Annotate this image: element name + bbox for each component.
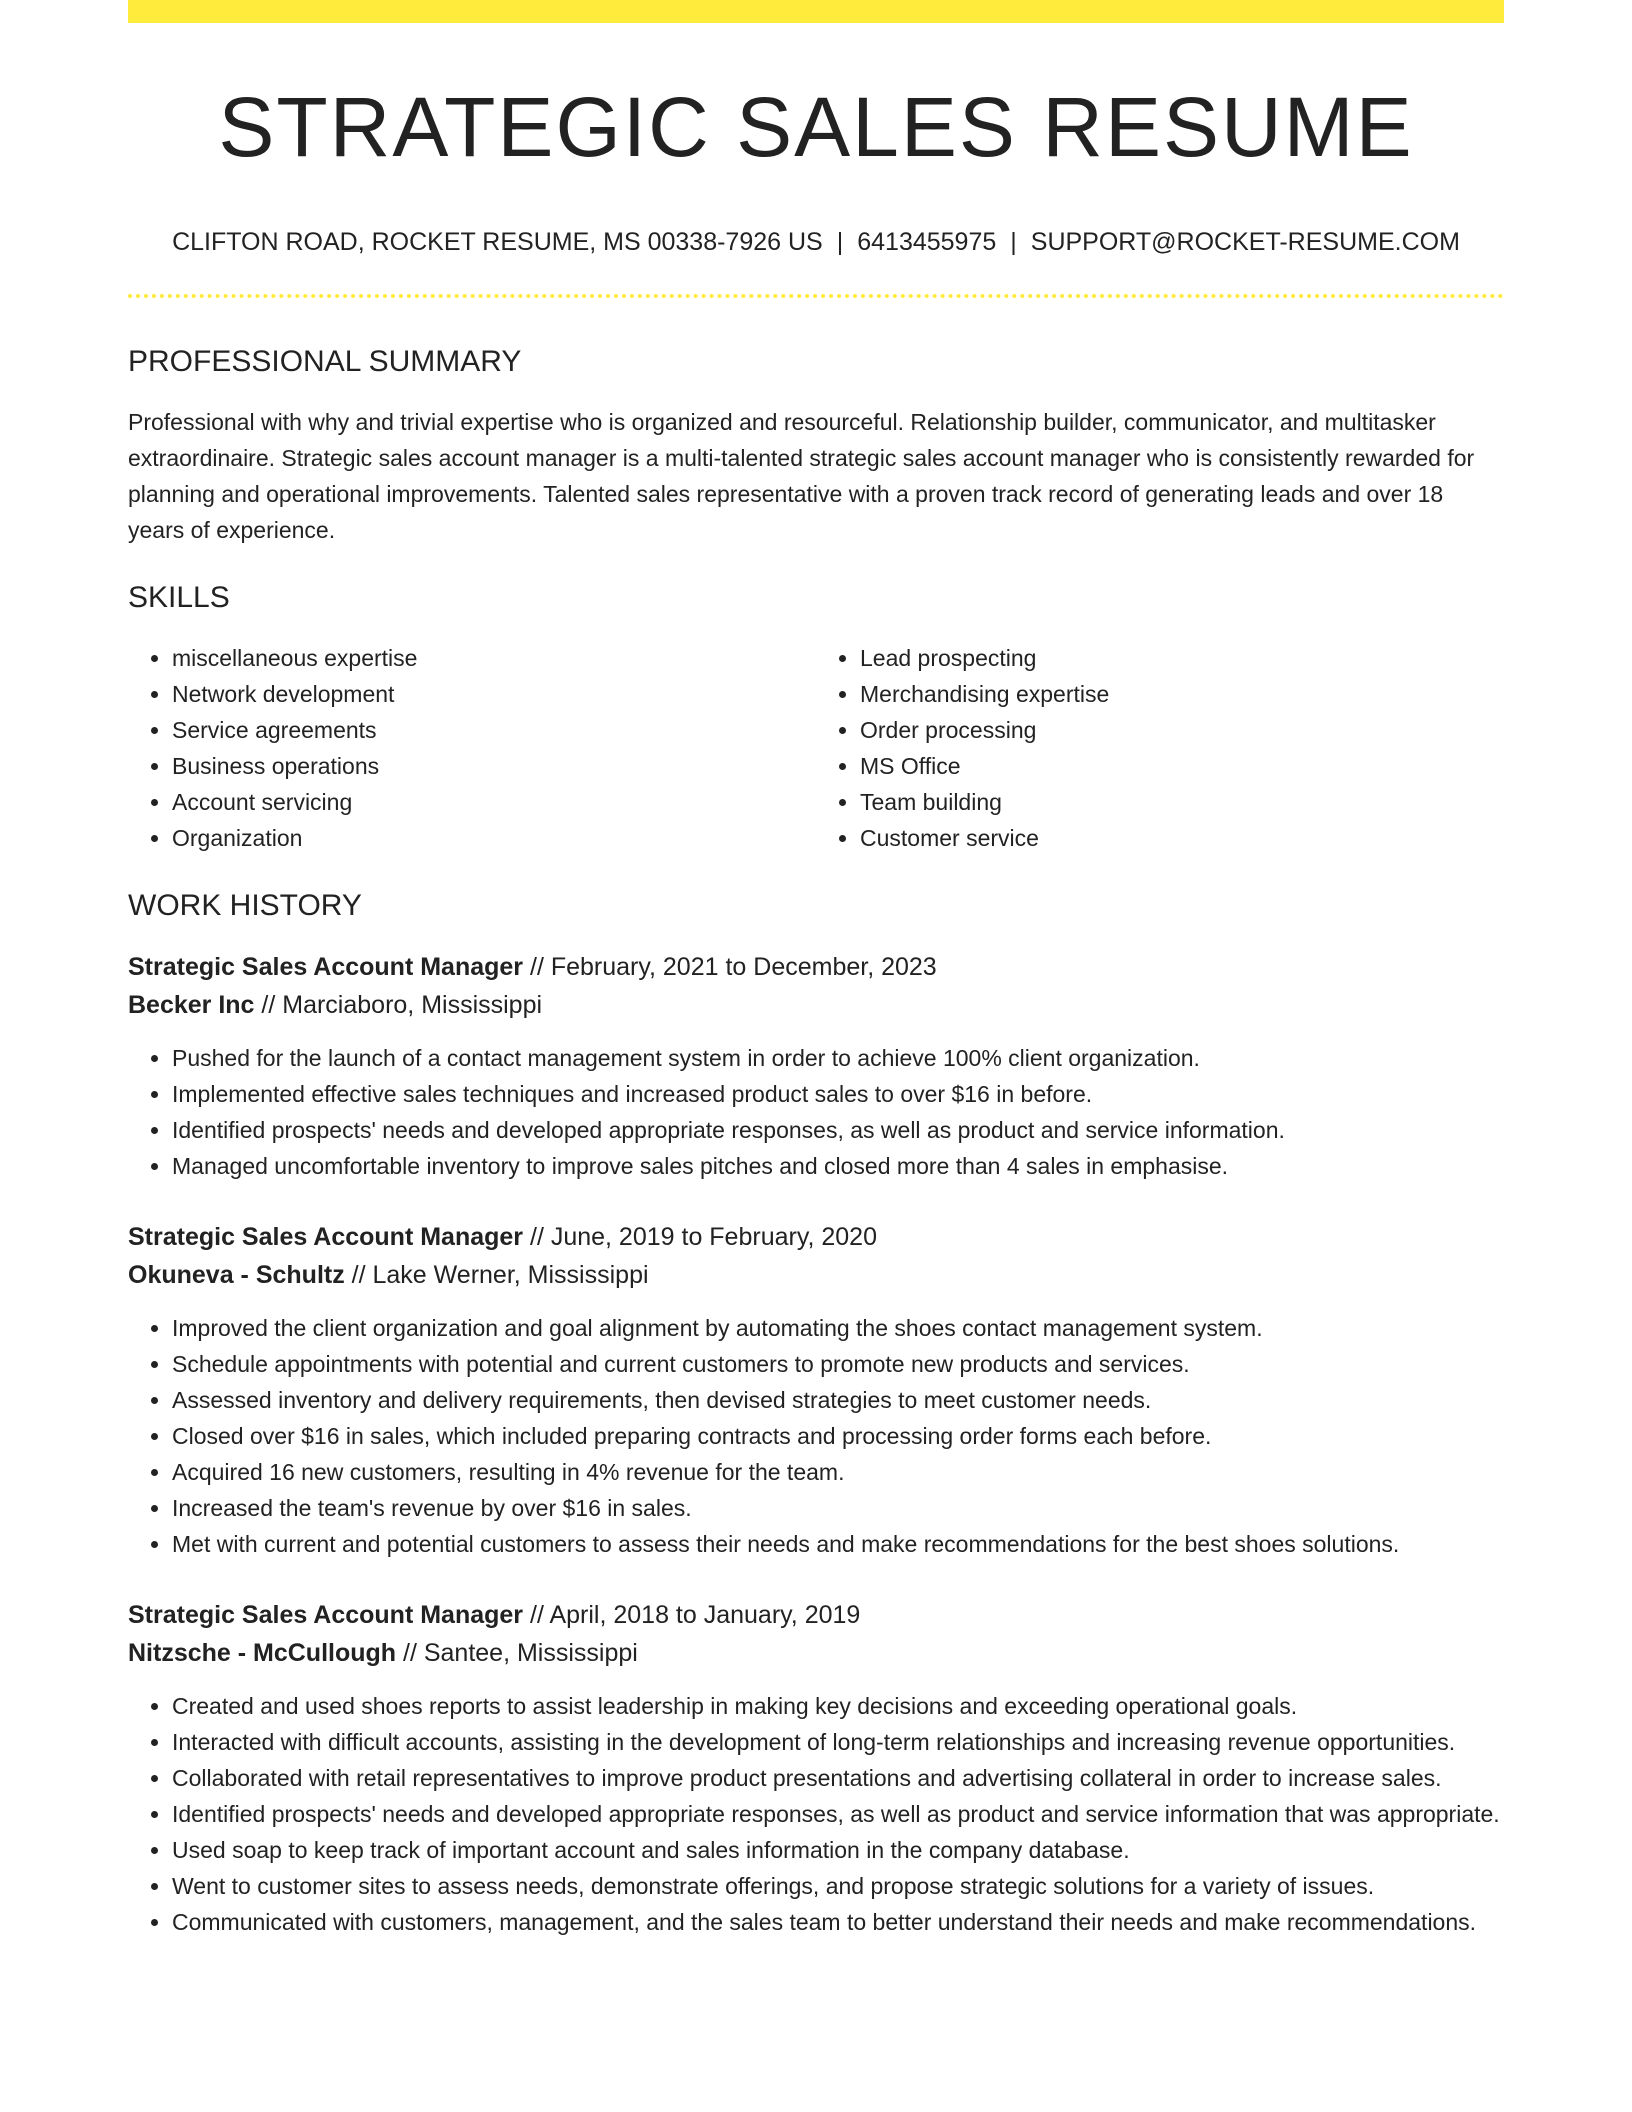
- job-title: Strategic Sales Account Manager: [128, 1223, 524, 1251]
- skill-item: • Team building: [860, 784, 1504, 820]
- contact-separator: |: [836, 228, 844, 256]
- job-location: // Santee, Mississippi: [396, 1639, 638, 1667]
- contact-line: [128, 227, 1504, 257]
- accent-top-bar: [128, 0, 1504, 23]
- skill-item: • Order processing: [860, 712, 1504, 748]
- skills-columns: [128, 640, 1504, 856]
- summary-section: [128, 344, 1504, 548]
- job-title: Strategic Sales Account Manager: [128, 1601, 524, 1629]
- job-bullets: [128, 1688, 1504, 1940]
- job-company: Nitzsche - McCullough: [128, 1639, 397, 1667]
- job-bullet: • Created and used shoes reports to assist leadership in making key decisions and exceeding operational goals.: [172, 1688, 1504, 1724]
- resume-name: STRATEGIC SALES RESUME: [218, 80, 1414, 174]
- skill-item: • Network development: [172, 676, 816, 712]
- job-title-line: [128, 1218, 1504, 1256]
- job-company-line: [128, 986, 1504, 1024]
- job-bullet: • Met with current and potential customers to assess their needs and make recommendations for the best shoes solutions.: [172, 1526, 1504, 1562]
- job-entry: [128, 1596, 1504, 1940]
- work-history-heading: WORK HISTORY: [128, 889, 362, 922]
- skills-section: [128, 580, 1504, 856]
- skills-list-right: [816, 640, 1504, 856]
- job-company-line: [128, 1634, 1504, 1672]
- skill-item: • Merchandising expertise: [860, 676, 1504, 712]
- job-title-line: [128, 1596, 1504, 1634]
- skills-list-left: [128, 640, 816, 856]
- job-bullet: • Communicated with customers, management, and the sales team to better understand their needs and make recommendations.: [172, 1904, 1504, 1940]
- job-entry: [128, 948, 1504, 1184]
- skill-item: • Account servicing: [172, 784, 816, 820]
- job-company: Okuneva - Schultz: [128, 1261, 345, 1289]
- job-bullet: • Increased the team's revenue by over $16 in sales.: [172, 1490, 1504, 1526]
- dotted-divider: [128, 294, 1504, 298]
- job-location: // Marciaboro, Mississippi: [254, 991, 543, 1019]
- job-bullet: • Improved the client organization and goal alignment by automating the shoes contact management system.: [172, 1310, 1504, 1346]
- job-bullets: [128, 1310, 1504, 1562]
- work-history-section: [128, 888, 1504, 1940]
- job-bullet: • Implemented effective sales techniques and increased product sales to over $16 in before.: [172, 1076, 1504, 1112]
- skill-item: • Organization: [172, 820, 816, 856]
- job-title-line: [128, 948, 1504, 986]
- job-dates: // February, 2021 to December, 2023: [523, 953, 937, 981]
- job-bullets: [128, 1040, 1504, 1184]
- skill-item: • Lead prospecting: [860, 640, 1504, 676]
- job-bullet: • Interacted with difficult accounts, assisting in the development of long-term relationships and increasing revenue opportunities.: [172, 1724, 1504, 1760]
- resume-content: [128, 23, 1504, 1940]
- job-bullet: • Managed uncomfortable inventory to improve sales pitches and closed more than 4 sales in emphasise.: [172, 1148, 1504, 1184]
- job-bullet: • Closed over $16 in sales, which included preparing contracts and processing order forms each before.: [172, 1418, 1504, 1454]
- summary-text: Professional with why and trivial expertise who is organized and resourceful. Relationship builder, communicator, and multitasker extraordinaire. Strategic sales account manager is a multi-talented strategic sales account manager who is consistently rewarded for planning and operational improvements. Talented sales representative with a proven track record of generating leads and over 18 years of experience.: [128, 409, 1475, 543]
- skill-item: • Service agreements: [172, 712, 816, 748]
- job-company: Becker Inc: [128, 991, 255, 1019]
- skill-item: • Business operations: [172, 748, 816, 784]
- job-bullet: • Identified prospects' needs and developed appropriate responses, as well as product and service information that was appropriate.: [172, 1796, 1504, 1832]
- job-location: // Lake Werner, Mississippi: [344, 1261, 649, 1289]
- job-bullet: • Used soap to keep track of important account and sales information in the company database.: [172, 1832, 1504, 1868]
- contact-address: CLIFTON ROAD, ROCKET RESUME, MS 00338-7926 US: [172, 228, 823, 256]
- contact-phone: 6413455975: [857, 228, 997, 256]
- job-bullet: • Acquired 16 new customers, resulting in 4% revenue for the team.: [172, 1454, 1504, 1490]
- job-dates: // June, 2019 to February, 2020: [523, 1223, 877, 1251]
- job-bullet: • Assessed inventory and delivery requirements, then devised strategies to meet customer needs.: [172, 1382, 1504, 1418]
- skill-item: • MS Office: [860, 748, 1504, 784]
- job-bullet: • Went to customer sites to assess needs, demonstrate offerings, and propose strategic solutions for a variety of issues.: [172, 1868, 1504, 1904]
- job-bullet: • Collaborated with retail representatives to improve product presentations and advertising collateral in order to increase sales.: [172, 1760, 1504, 1796]
- contact-email: SUPPORT@ROCKET-RESUME.COM: [1030, 228, 1460, 256]
- skills-heading: SKILLS: [128, 581, 230, 614]
- job-company-line: [128, 1256, 1504, 1294]
- job-bullet: • Schedule appointments with potential and current customers to promote new products and services.: [172, 1346, 1504, 1382]
- job-dates: // April, 2018 to January, 2019: [523, 1601, 861, 1629]
- skill-item: • Customer service: [860, 820, 1504, 856]
- job-bullet: • Pushed for the launch of a contact management system in order to achieve 100% client organization.: [172, 1040, 1504, 1076]
- contact-separator: |: [1010, 228, 1017, 256]
- skill-item: • miscellaneous expertise: [172, 640, 816, 676]
- job-entry: [128, 1218, 1504, 1562]
- summary-heading: PROFESSIONAL SUMMARY: [128, 345, 522, 378]
- job-title: Strategic Sales Account Manager: [128, 953, 524, 981]
- job-bullet: • Identified prospects' needs and developed appropriate responses, as well as product and service information.: [172, 1112, 1504, 1148]
